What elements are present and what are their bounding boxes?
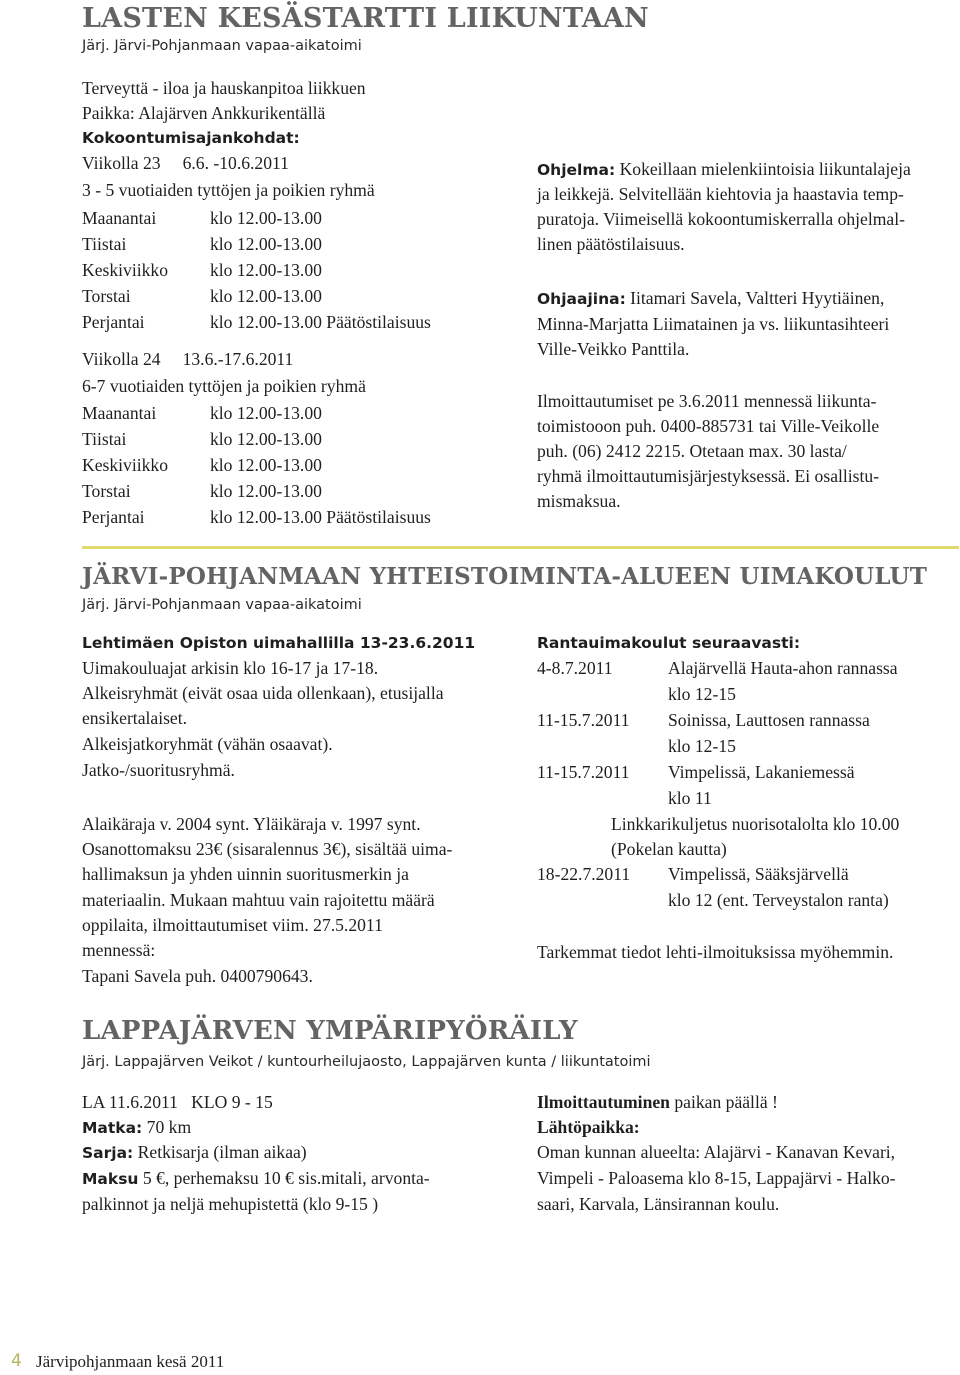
pool-info-line: Osanottomaksu 23€ (sisaralennus 3€), sisältää uima-	[82, 839, 453, 859]
ride-fee-cont: palkinnot ja neljä mehupistettä (klo 9-15 )	[82, 1194, 379, 1214]
section1-intro-1: Terveyttä - iloa ja hauskanpitoa liikkuen	[82, 78, 366, 98]
signup-line: puh. (06) 2412 2215. Otetaan max. 30 lasta/	[537, 441, 847, 461]
coaches-line: Minna-Marjatta Liimatainen ja vs. liikuntasihteeri	[537, 314, 890, 334]
signup-line: ryhmä ilmoittautumisjärjestyksessä. Ei osallistu-	[537, 466, 880, 486]
week1-label: Viikolla 23 6.6. -10.6.2011	[82, 153, 289, 173]
beach-time: klo 11	[668, 788, 712, 808]
signup-line: Ilmoittautumiset pe 3.6.2011 mennessä liikunta-	[537, 391, 877, 411]
program-line: puratoja. Viimeisellä kokoontumiskerralla ohjelmal-	[537, 209, 905, 229]
pool-info-line: materiaalin. Mukaan mahtuu vain rajoitettu määrä	[82, 890, 435, 910]
page-number: 4	[11, 1351, 22, 1371]
week2-label: Viikolla 24 13.6.-17.6.2011	[82, 349, 294, 369]
coaches-line: Ville-Veikko Panttila.	[537, 339, 690, 359]
section1-organizer: Järj. Järvi-Pohjanmaan vapaa-aikatoimi	[82, 38, 362, 54]
beach-row: 11-15.7.2011 Vimpelissä, Lakaniemessä	[537, 762, 855, 782]
section-divider	[82, 546, 959, 549]
schedule-row: Keskiviikko klo 12.00-13.00	[82, 455, 322, 475]
pool-line: Alkeisjatkoryhmät (vähän osaavat).	[82, 734, 333, 754]
pool-info-line: mennessä:	[82, 940, 156, 960]
beach-time: klo 12 (ent. Terveystalon ranta)	[668, 890, 889, 910]
program-line: Ohjelma: Kokeillaan mielenkiintoisia liikuntalajeja	[537, 159, 911, 179]
section3-organizer: Järj. Lappajärven Veikot / kuntourheilujaosto, Lappajärven kunta / liikuntatoimi	[82, 1054, 651, 1070]
signup-line: mismaksua.	[537, 491, 621, 511]
pool-line: Uimakouluajat arkisin klo 16-17 ja 17-18.	[82, 658, 379, 678]
schedule-row: Perjantai klo 12.00-13.00 Päätöstilaisuus	[82, 507, 431, 527]
week1-group: 3 - 5 vuotiaiden tyttöjen ja poikien ryhmä	[82, 180, 375, 200]
ride-date: LA 11.6.2011 KLO 9 - 15	[82, 1092, 273, 1112]
section1-title: LASTEN KESÄSTARTTI LIIKUNTAAN	[82, 3, 649, 34]
more-info: Tarkemmat tiedot lehti-ilmoituksissa myöhemmin.	[537, 942, 894, 962]
ride-start-line: Oman kunnan alueelta: Alajärvi - Kanavan Kevari,	[537, 1142, 896, 1162]
week2-group: 6-7 vuotiaiden tyttöjen ja poikien ryhmä	[82, 376, 366, 396]
section1-gathering-label: Kokoontumisajankohdat:	[82, 129, 300, 147]
beach-time: klo 12-15	[668, 684, 736, 704]
program-line: ja leikkejä. Selvitellään kiehtovia ja haastavia temp-	[537, 184, 904, 204]
schedule-row: Perjantai klo 12.00-13.00 Päätöstilaisuus	[82, 312, 431, 332]
schedule-row: Torstai klo 12.00-13.00	[82, 481, 322, 501]
schedule-row: Tiistai klo 12.00-13.00	[82, 234, 322, 254]
section3-title: LAPPAJÄRVEN YMPÄRIPYÖRÄILY	[82, 1016, 578, 1046]
ride-start-line: saari, Karvala, Länsirannan koulu.	[537, 1194, 780, 1214]
pool-line: Alkeisryhmät (eivät osaa uida ollenkaan), etusijalla	[82, 683, 444, 703]
coaches-line: Ohjaajina: Iitamari Savela, Valtteri Hyytiäinen,	[537, 288, 885, 308]
transport-line: Linkkarikuljetus nuorisotalolta klo 10.00	[611, 814, 900, 834]
schedule-row: Maanantai klo 12.00-13.00	[82, 208, 322, 228]
beach-row: 4-8.7.2011 Alajärvellä Hauta-ahon rannassa	[537, 658, 898, 678]
pool-info-line: hallimaksun ja yhden uinnin suoritusmerkin ja	[82, 864, 409, 884]
beach-time: klo 12-15	[668, 736, 736, 756]
pool-title: Lehtimäen Opiston uimahallilla 13-23.6.2011	[82, 634, 476, 652]
ride-fee: Maksu 5 €, perhemaksu 10 € sis.mitali, arvonta-	[82, 1168, 430, 1188]
pool-line: Jatko-/suoritusryhmä.	[82, 760, 235, 780]
pool-info-line: oppilaita, ilmoittautumiset viim. 27.5.2011	[82, 915, 383, 935]
program-line: linen päätöstilaisuus.	[537, 234, 685, 254]
section2-organizer: Järj. Järvi-Pohjanmaan vapaa-aikatoimi	[82, 597, 362, 613]
ride-series: Sarja: Retkisarja (ilman aikaa)	[82, 1142, 307, 1162]
ride-signup: Ilmoittautuminen paikan päällä !	[537, 1092, 778, 1112]
pool-info-line: Tapani Savela puh. 0400790643.	[82, 966, 313, 986]
pool-line: ensikertalaiset.	[82, 708, 188, 728]
beach-row: 18-22.7.2011 Vimpelissä, Sääksjärvellä	[537, 864, 849, 884]
coaches-label: Ohjaajina:	[537, 290, 626, 308]
beach-title: Rantauimakoulut seuraavasti:	[537, 634, 801, 652]
program-label: Ohjelma:	[537, 161, 616, 179]
pool-info-line: Alaikäraja v. 2004 synt. Yläikäraja v. 1997 synt.	[82, 814, 421, 834]
schedule-row: Tiistai klo 12.00-13.00	[82, 429, 322, 449]
transport-line: (Pokelan kautta)	[611, 839, 727, 859]
schedule-row: Torstai klo 12.00-13.00	[82, 286, 322, 306]
ride-start-line: Vimpeli - Paloasema klo 8-15, Lappajärvi - Halko-	[537, 1168, 896, 1188]
publication-title: Järvipohjanmaan kesä 2011	[36, 1352, 225, 1371]
ride-start-label: Lähtöpaikka:	[537, 1117, 640, 1137]
beach-row: 11-15.7.2011 Soinissa, Lauttosen rannassa	[537, 710, 870, 730]
schedule-row: Maanantai klo 12.00-13.00	[82, 403, 322, 423]
ride-distance: Matka: 70 km	[82, 1117, 192, 1137]
section1-intro-2: Paikka: Alajärven Ankkurikentällä	[82, 103, 326, 123]
schedule-row: Keskiviikko klo 12.00-13.00	[82, 260, 322, 280]
section2-title: JÄRVI-POHJANMAAN YHTEISTOIMINTA-ALUEEN UIMAKOULUT	[82, 563, 928, 590]
signup-line: toimistooon puh. 0400-885731 tai Ville-Veikolle	[537, 416, 880, 436]
